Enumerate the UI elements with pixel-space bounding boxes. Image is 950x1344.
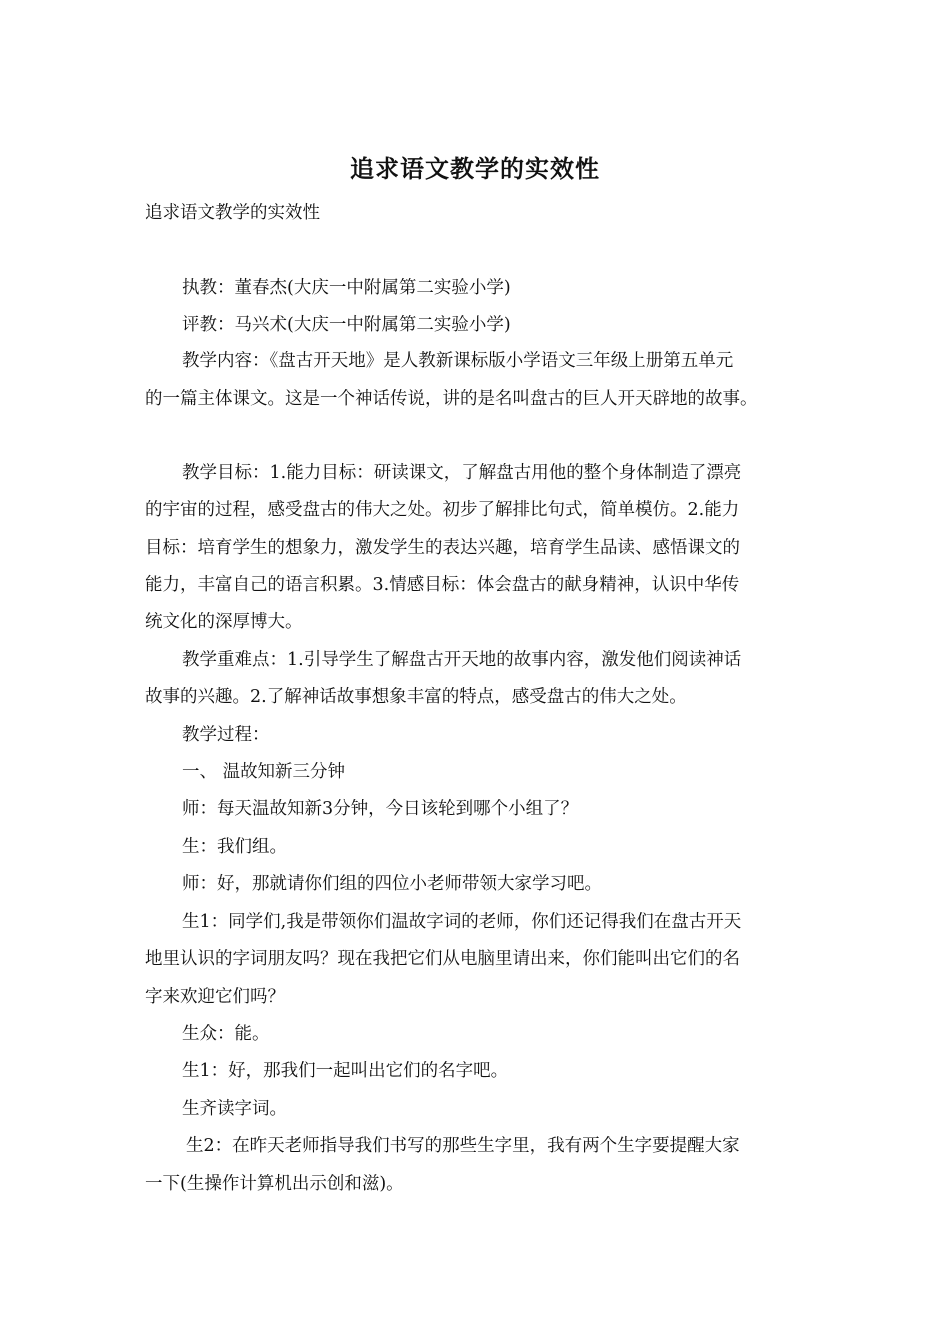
dialogue-line: 师：每天温故知新3分钟，今日该轮到哪个小组了？ [182,799,579,819]
dialogue-line: 生1：好，那我们一起叫出它们的名字吧。 [182,1061,509,1081]
paragraph-line: 教学重难点：1.引导学生了解盘古开天地的故事内容，激发他们阅读神话 [182,650,742,670]
section-heading: 一、 温故知新三分钟 [182,762,346,782]
dialogue-line: 生：我们组。 [182,837,287,857]
dialogue-line: 字来欢迎它们吗？ [145,987,285,1007]
paragraph-line: 的一篇主体课文。这是一个神话传说，讲的是名叫盘古的巨人开天辟地的故事。 [145,389,758,409]
paragraph-line: 评教：马兴术(大庆一中附属第二实验小学) [182,315,511,335]
dialogue-line: 生1：同学们,我是带领你们温故字词的老师，你们还记得我们在盘古开天 [182,912,742,932]
document-subtitle: 追求语文教学的实效性 [145,203,320,223]
dialogue-line: 生2：在昨天老师指导我们书写的那些生字里，我有两个生字要提醒大家 [186,1136,740,1156]
paragraph-line: 教学内容：《盘古开天地》是人教新课标版小学语文三年级上册第五单元 [182,351,734,371]
dialogue-line: 一下(生操作计算机出示创和滋)。 [145,1174,404,1194]
dialogue-line: 地里认识的字词朋友吗？现在我把它们从电脑里请出来，你们能叫出它们的名 [145,949,740,969]
paragraph-line: 统文化的深厚博大。 [145,612,303,632]
dialogue-line: 生齐读字词。 [182,1099,287,1119]
paragraph-line: 教学过程： [182,725,270,745]
paragraph-line: 执教：董春杰(大庆一中附属第二实验小学) [182,278,511,298]
document-title: 追求语文教学的实效性 [350,154,600,183]
paragraph-line: 故事的兴趣。2.了解神话故事想象丰富的特点，感受盘古的伟大之处。 [145,687,687,707]
paragraph-line: 的宇宙的过程，感受盘古的伟大之处。初步了解排比句式，简单模仿。2.能力 [145,500,740,520]
paragraph-line: 能力，丰富自己的语言积累。3.情感目标：体会盘古的献身精神，认识中华传 [145,575,740,595]
paragraph-line: 目标：培育学生的想象力，激发学生的表达兴趣，培育学生品读、感悟课文的 [145,538,740,558]
dialogue-line: 生众：能。 [182,1024,270,1044]
dialogue-line: 师：好，那就请你们组的四位小老师带领大家学习吧。 [182,874,602,894]
paragraph-line: 教学目标：1.能力目标：研读课文，了解盘古用他的整个身体制造了漂亮 [182,463,742,483]
